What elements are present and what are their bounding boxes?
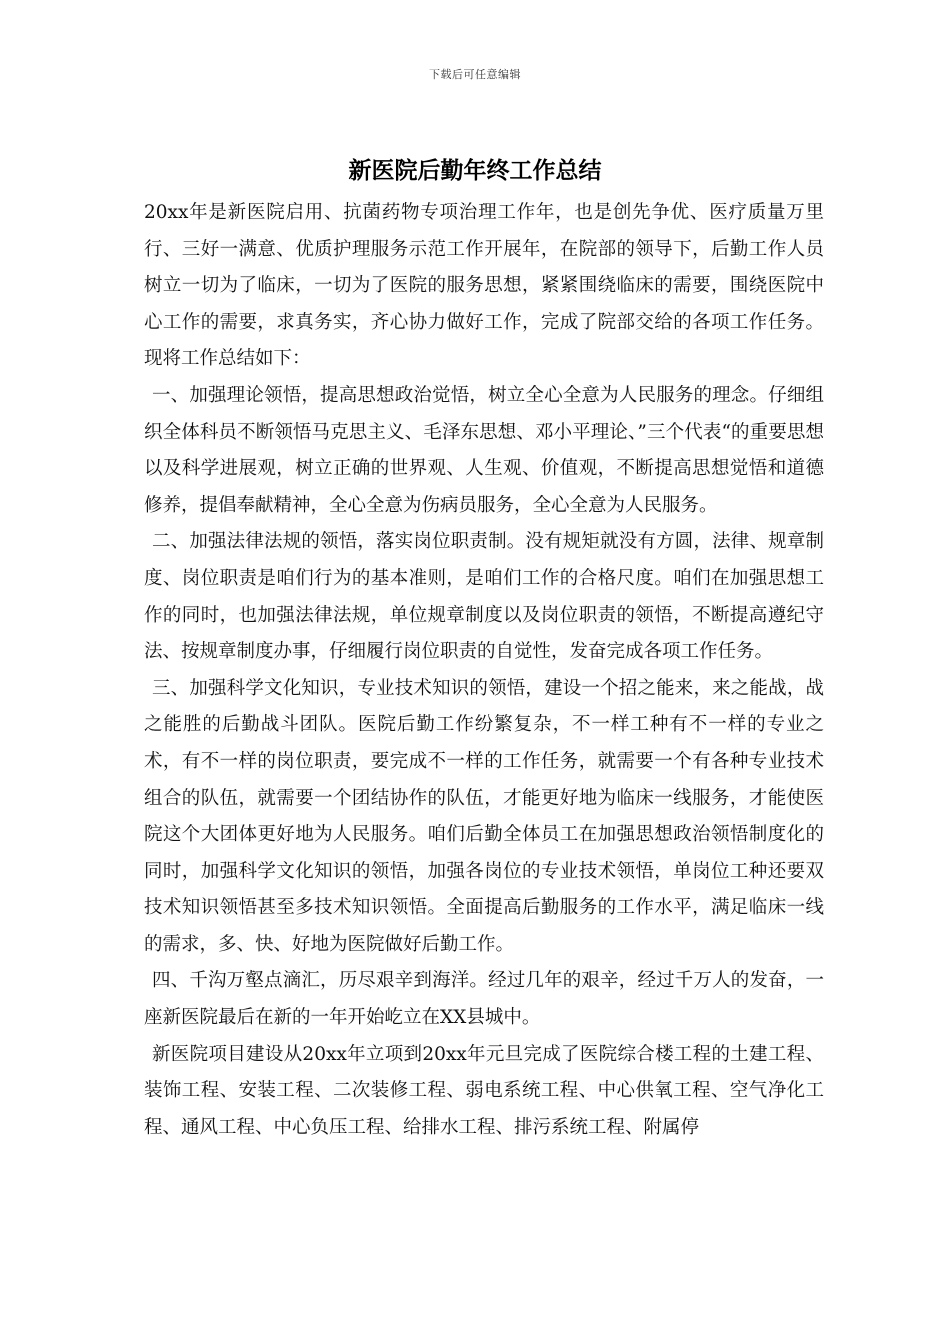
document-body: [144, 195, 824, 1146]
paragraph-intro: 20xx年是新医院启用、抗菌药物专项治理工作年，也是创先争优、医疗质量万里行、三好一满意、优质护理服务示范工作开展年，在院部的领导下，后勤工作人员树立一切为了临床，一切为了医院的服务思想，紧紧围绕临床的需要，围绕医院中心工作的需要，求真务实，齐心协力做好工作，完成了院部交给的各项工作任务。现将工作总结如下：: [144, 202, 824, 370]
header-note: 下载后可任意编辑: [429, 68, 521, 81]
document-title: 新医院后勤年终工作总结: [348, 158, 602, 184]
paragraph-project: 新医院项目建设从20xx年立项到20xx年元旦完成了医院综合楼工程的土建工程、装饰工程、安装工程、二次装修工程、弱电系统工程、中心供氧工程、空气净化工程、通风工程、中心负压工程、给排水工程、排污系统工程、附属停: [144, 1043, 824, 1138]
paragraph-section-3: 三、加强科学文化知识，专业技术知识的领悟，建设一个招之能来，来之能战，战之能胜的后勤战斗团队。医院后勤工作纷繁复杂，不一样工种有不一样的专业之术，有不一样的岗位职责，要完成不一样的工作任务，就需要一个有各种专业技术组合的队伍，就需要一个团结协作的队伍，才能更好地为临床一线服务，才能使医院这个大团体更好地为人民服务。咱们后勤全体员工在加强思想政治领悟制度化的同时，加强科学文化知识的领悟，加强各岗位的专业技术领悟，单岗位工种还要双技术知识领悟甚至多技术知识领悟。全面提高后勤服务的工作水平，满足临床一线的需求，多、快、好地为医院做好后勤工作。: [144, 677, 824, 955]
paragraph-section-2: 二、加强法律法规的领悟，落实岗位职责制。没有规矩就没有方圆，法律、规章制度、岗位职责是咱们行为的基本准则，是咱们工作的合格尺度。咱们在加强思想工作的同时，也加强法律法规，单位规章制度以及岗位职责的领悟，不断提高遵纪守法、按规章制度办事，仔细履行岗位职责的自觉性，发奋完成各项工作任务。: [144, 531, 824, 663]
paragraph-section-4: 四、千沟万壑点滴汇，历尽艰辛到海洋。经过几年的艰辛，经过千万人的发奋，一座新医院最后在新的一年开始屹立在XX县城中。: [144, 970, 824, 1029]
paragraph-section-1: 一、加强理论领悟，提高思想政治觉悟，树立全心全意为人民服务的理念。仔细组织全体科员不断领悟马克思主义、毛泽东思想、邓小平理论、”三个代表“的重要思想以及科学进展观，树立正确的世界观、人生观、价值观，不断提高思想觉悟和道德修养，提倡奉献精神，全心全意为伤病员服务，全心全意为人民服务。: [144, 384, 824, 516]
